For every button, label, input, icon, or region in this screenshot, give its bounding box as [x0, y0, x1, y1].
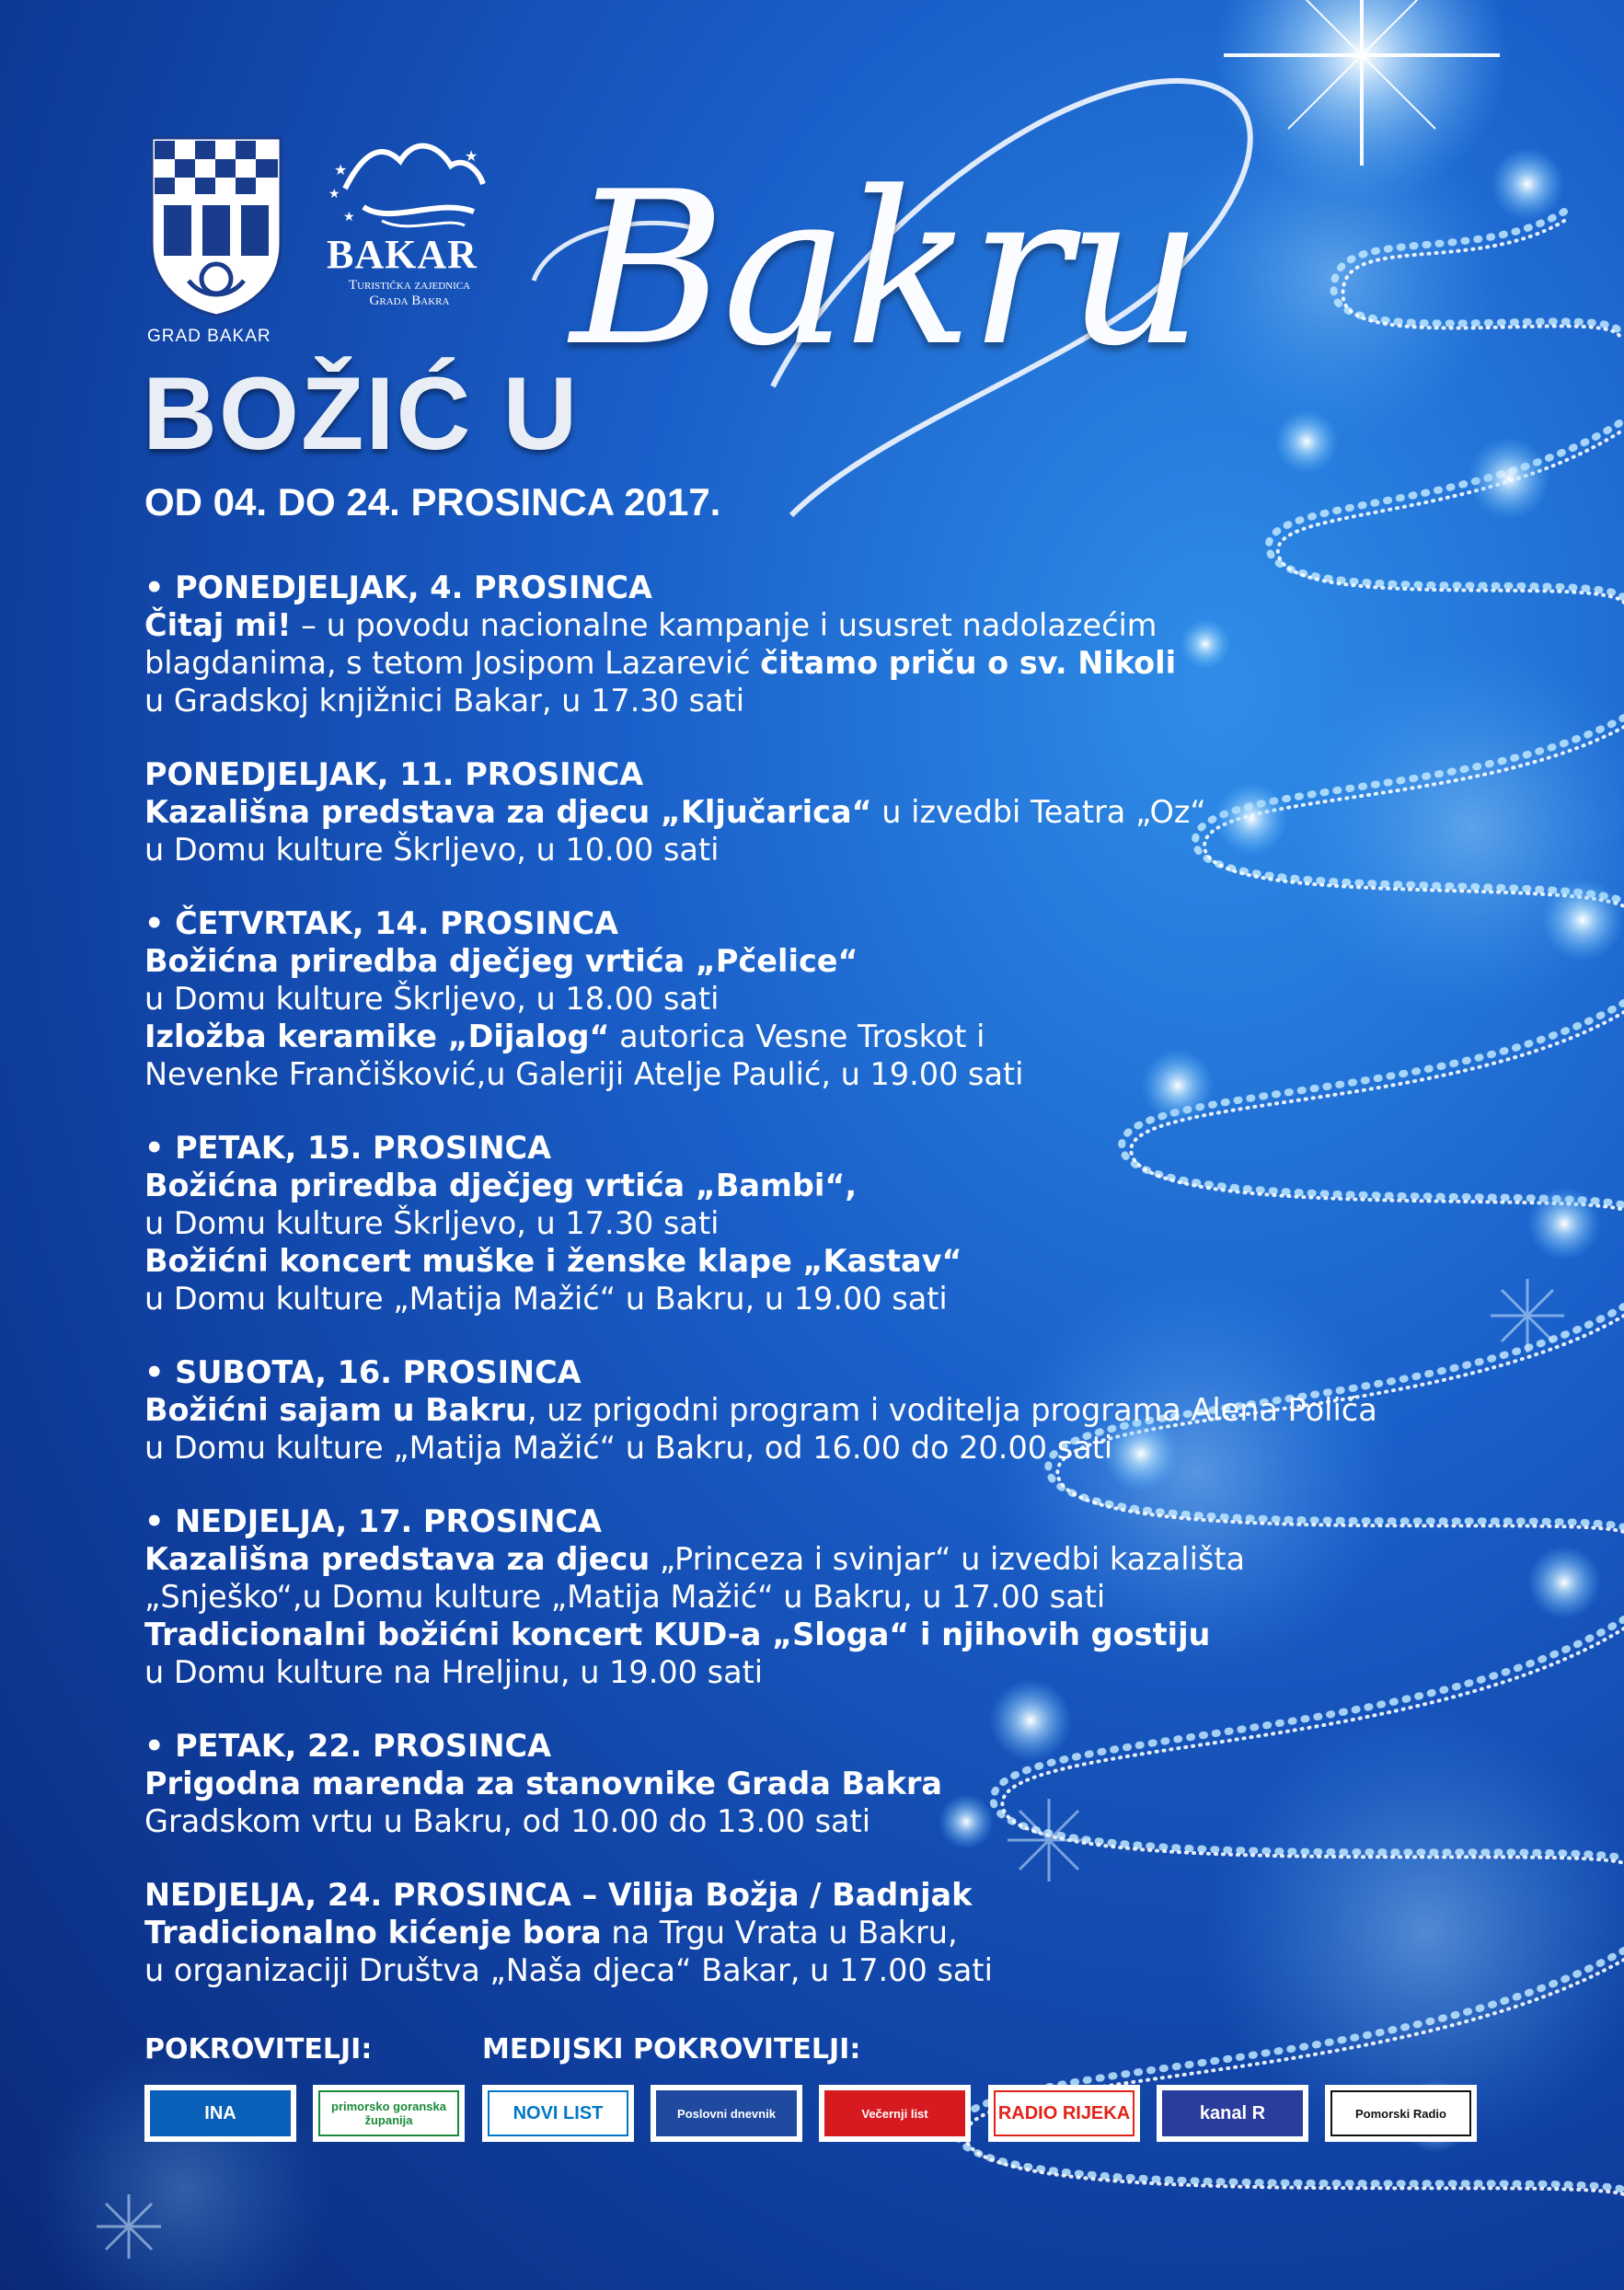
- event-text: – u povodu nacionalne kampanje i ususret nadolazećim: [291, 607, 1158, 643]
- event-day: PONEDJELJAK, 11. PROSINCA: [144, 756, 644, 792]
- tz-bakar-logo: [327, 133, 511, 309]
- event-text-bold: Božićna priredba dječjeg vrtića „Bambi“,: [144, 1168, 858, 1203]
- event-text: na Trgu Vrata u Bakru,: [601, 1915, 958, 1951]
- sponsor-logo: [1157, 2085, 1308, 2142]
- title-main: BOŽIĆ U: [143, 356, 580, 471]
- event-day: • PETAK, 22. PROSINCA: [144, 1728, 552, 1764]
- mountain-logo-icon: [327, 133, 492, 235]
- event-line: [144, 1429, 1525, 1467]
- event-line: [144, 1055, 1525, 1093]
- event-line: [144, 1578, 1525, 1616]
- sponsor-logo: [482, 2085, 634, 2142]
- event-text: u Domu kulture Škrljevo, u 17.30 sati: [144, 1205, 720, 1241]
- event-text-bold: Tradicionalni božićni koncert KUD-a „Sloga“ i njihovih gostiju: [144, 1617, 1211, 1652]
- event-line: [144, 606, 1525, 644]
- event-text: , uz prigodni program i voditelja programa Alena Polića: [526, 1392, 1377, 1428]
- sponsor-name: kanal R: [1162, 2090, 1303, 2136]
- event-line: [144, 942, 1525, 980]
- event-line: [144, 831, 1525, 869]
- event-line: [144, 980, 1525, 1018]
- sponsor-name: Pomorski Radio: [1330, 2090, 1471, 2136]
- event-block: [144, 1353, 1525, 1467]
- event-line: [144, 1242, 1525, 1280]
- event-text: Gradskom vrtu u Bakru, od 10.00 do 13.00 sati: [144, 1803, 871, 1839]
- event-text: „Snješko“,u Domu kulture „Matija Mažić“ u Bakru, u 17.00 sati: [144, 1579, 1106, 1615]
- sponsor-logo: [313, 2085, 465, 2142]
- event-line: [144, 1018, 1525, 1055]
- sponsor-name: primorsko goranska županija: [318, 2090, 459, 2136]
- event-block: [144, 1727, 1525, 1840]
- event-text-bold: Božićna priredba dječjeg vrtića „Pčelice“: [144, 943, 858, 979]
- sponsor-name: RADIO RIJEKA: [994, 2090, 1134, 2136]
- event-text: u Domu kulture „Matija Mažić“ u Bakru, od 16.00 do 20.00 sati: [144, 1430, 1113, 1466]
- tz-name: BAKAR: [327, 232, 478, 277]
- event-line: [144, 1540, 1525, 1578]
- event-block: [144, 755, 1525, 869]
- event-text: u organizaciji Društva „Naša djeca“ Bakar, u 17.00 sati: [144, 1952, 993, 1988]
- sponsor-logo: [819, 2085, 971, 2142]
- event-text-bold: Prigodna marenda za stanovnike Grada Bakra: [144, 1766, 943, 1801]
- media-sponsors-label: MEDIJSKI POKROVITELJI:: [482, 2033, 861, 2066]
- sponsor-name: INA: [150, 2090, 291, 2136]
- sponsors-label: POKROVITELJI:: [144, 2033, 373, 2066]
- event-block: [144, 1502, 1525, 1691]
- svg-text:★: ★: [334, 161, 348, 178]
- event-line: [144, 1167, 1525, 1204]
- event-text-bold: Kazališna predstava za djecu „Ključarica“: [144, 794, 872, 830]
- sponsor-name: NOVI LIST: [488, 2090, 628, 2136]
- event-day: • PONEDJELJAK, 4. PROSINCA: [144, 570, 652, 605]
- event-line: [144, 1204, 1525, 1242]
- sponsor-logo: [144, 2085, 296, 2142]
- event-day: • ČETVRTAK, 14. PROSINCA: [144, 905, 619, 941]
- event-dates: OD 04. DO 24. PROSINCA 2017.: [144, 480, 721, 524]
- event-text: u izvedbi Teatra „Oz“: [871, 794, 1206, 830]
- event-text-bold: Tradicionalno kićenje bora: [144, 1915, 602, 1951]
- event-text-bold: Božićni koncert muške i ženske klape „Kastav“: [144, 1243, 962, 1279]
- sponsor-logo: [651, 2085, 802, 2142]
- event-text: u Domu kulture na Hreljinu, u 19.00 sati: [144, 1654, 764, 1690]
- event-text: u Domu kulture Škrljevo, u 18.00 sati: [144, 981, 720, 1017]
- svg-text:★: ★: [465, 147, 478, 165]
- event-text: u Domu kulture Škrljevo, u 10.00 sati: [144, 832, 720, 868]
- sponsor-logo: [1325, 2085, 1477, 2142]
- event-line: [144, 1616, 1525, 1653]
- event-line: [144, 644, 1525, 682]
- event-program: [144, 569, 1525, 2025]
- event-block: [144, 904, 1525, 1093]
- event-text-bold: Čitaj mi!: [144, 607, 292, 643]
- event-text: „Princeza i svinjar“ u izvedbi kazališta: [650, 1541, 1246, 1577]
- event-text-bold: čitamo priču o sv. Nikoli: [760, 645, 1177, 681]
- event-text: autorica Vesne Troskot i: [609, 1018, 985, 1054]
- event-day: • PETAK, 15. PROSINCA: [144, 1130, 552, 1166]
- event-line: [144, 793, 1525, 831]
- tz-subtitle-2: Grada Bakra: [369, 293, 450, 308]
- event-line: [144, 1653, 1525, 1691]
- sponsor-name: Večernji list: [824, 2090, 965, 2136]
- event-text: Nevenke Frančišković,u Galeriji Atelje Paulić, u 19.00 sati: [144, 1056, 1024, 1092]
- event-day: NEDJELJA, 24. PROSINCA – Vilija Božja / Badnjak: [144, 1877, 973, 1913]
- svg-text:★: ★: [328, 187, 340, 201]
- event-text-bold: Božićni sajam u Bakru: [144, 1392, 527, 1428]
- event-text-bold: Izložba keramike „Dijalog“: [144, 1018, 610, 1054]
- event-day: • NEDJELJA, 17. PROSINCA: [144, 1503, 602, 1539]
- title-script: Bakru: [570, 147, 1200, 393]
- event-block: [144, 1876, 1525, 1989]
- event-block: [144, 1129, 1525, 1318]
- tz-subtitle-1: Turistička zajednica: [348, 278, 471, 293]
- event-day: • SUBOTA, 16. PROSINCA: [144, 1354, 582, 1390]
- sponsor-logo: [988, 2085, 1140, 2142]
- event-line: [144, 682, 1525, 719]
- event-line: [144, 1802, 1525, 1840]
- event-line: [144, 1391, 1525, 1429]
- event-text: u Gradskoj knjižnici Bakar, u 17.30 sati: [144, 683, 745, 719]
- event-block: [144, 569, 1525, 719]
- grad-bakar-label: GRAD BAKAR: [147, 327, 271, 346]
- svg-text:★: ★: [343, 210, 355, 224]
- grad-bakar-crest-icon: [147, 133, 285, 317]
- sponsor-name: Poslovni dnevnik: [656, 2090, 797, 2136]
- event-line: [144, 1914, 1525, 1951]
- event-text: u Domu kulture „Matija Mažić“ u Bakru, u 19.00 sati: [144, 1281, 948, 1317]
- event-line: [144, 1280, 1525, 1318]
- event-text: blagdanima, s tetom Josipom Lazarević: [144, 645, 761, 681]
- event-text-bold: Kazališna predstava za djecu: [144, 1541, 651, 1577]
- event-line: [144, 1765, 1525, 1802]
- event-line: [144, 1951, 1525, 1989]
